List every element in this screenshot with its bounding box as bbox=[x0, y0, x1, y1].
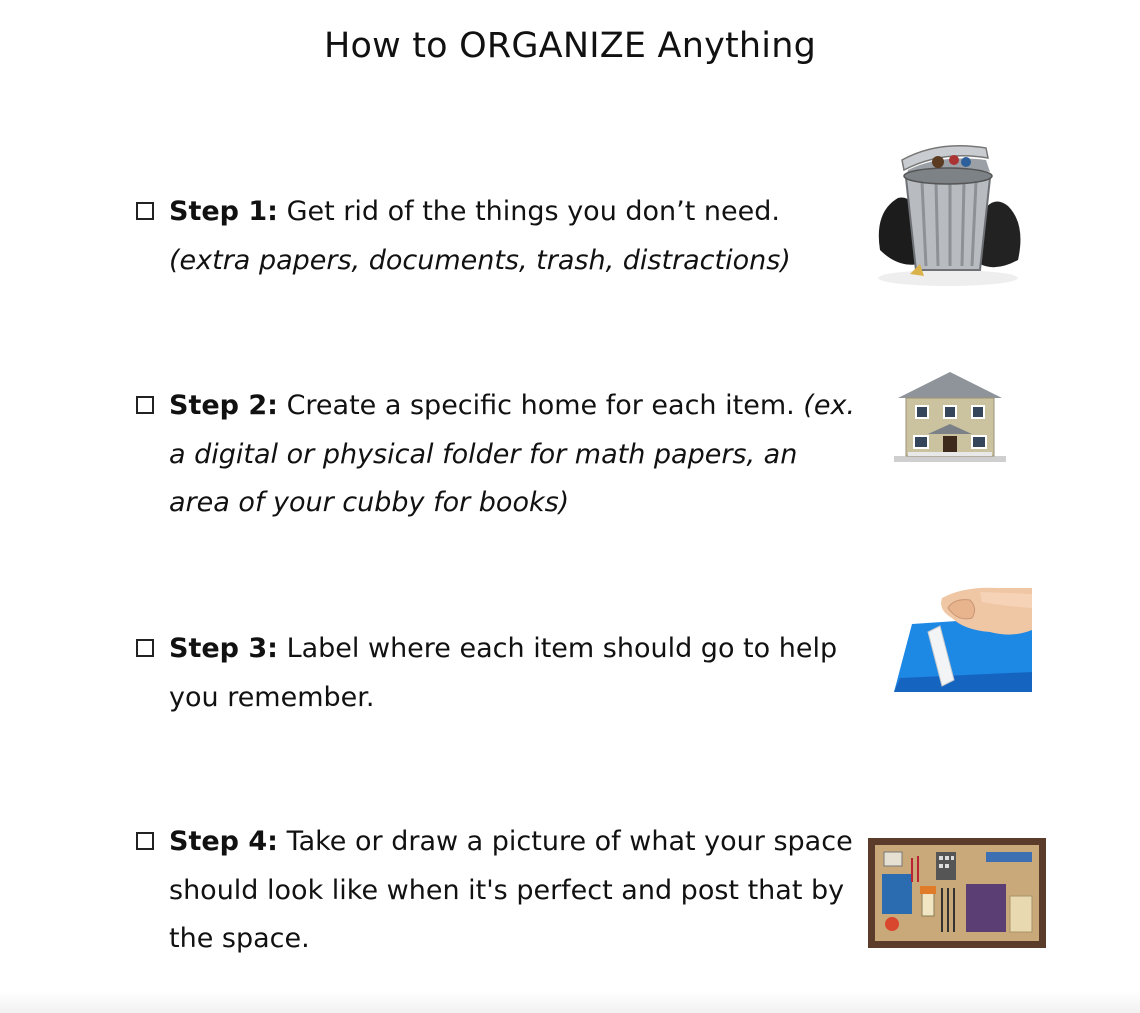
page-bottom-edge bbox=[0, 991, 1140, 1013]
step-1-note: (extra papers, documents, trash, distractions) bbox=[169, 244, 791, 276]
step-1-text: Get rid of the things you don’t need. bbox=[277, 196, 780, 227]
step-1-label: Step 1: bbox=[169, 196, 278, 227]
folder-label-icon bbox=[894, 586, 1032, 694]
organized-desk-icon bbox=[868, 838, 1046, 948]
checkbox-step-1[interactable] bbox=[136, 202, 154, 220]
step-2 bbox=[136, 382, 866, 528]
step-4-text: Take or draw a picture of what your space should look like when it's perfect and post that by the space. bbox=[169, 826, 853, 954]
step-4 bbox=[136, 818, 866, 964]
trash-can-icon bbox=[868, 132, 1028, 292]
step-3-label: Step 3: bbox=[169, 633, 278, 664]
step-1 bbox=[136, 188, 866, 285]
step-2-text: Create a specific home for each item. bbox=[277, 390, 804, 421]
checkbox-step-4[interactable] bbox=[136, 832, 154, 850]
step-3 bbox=[136, 625, 866, 722]
step-4-label: Step 4: bbox=[169, 826, 278, 857]
page-title: How to ORGANIZE Anything bbox=[323, 26, 817, 66]
checkbox-step-3[interactable] bbox=[136, 639, 154, 657]
checkbox-step-2[interactable] bbox=[136, 396, 154, 414]
step-3-text: Label where each item should go to help you remember. bbox=[169, 633, 838, 713]
step-2-label: Step 2: bbox=[169, 390, 278, 421]
house-icon bbox=[888, 368, 1012, 468]
step-2-note: (ex. a digital or physical folder for math papers, an area of your cubby for books) bbox=[169, 390, 856, 518]
